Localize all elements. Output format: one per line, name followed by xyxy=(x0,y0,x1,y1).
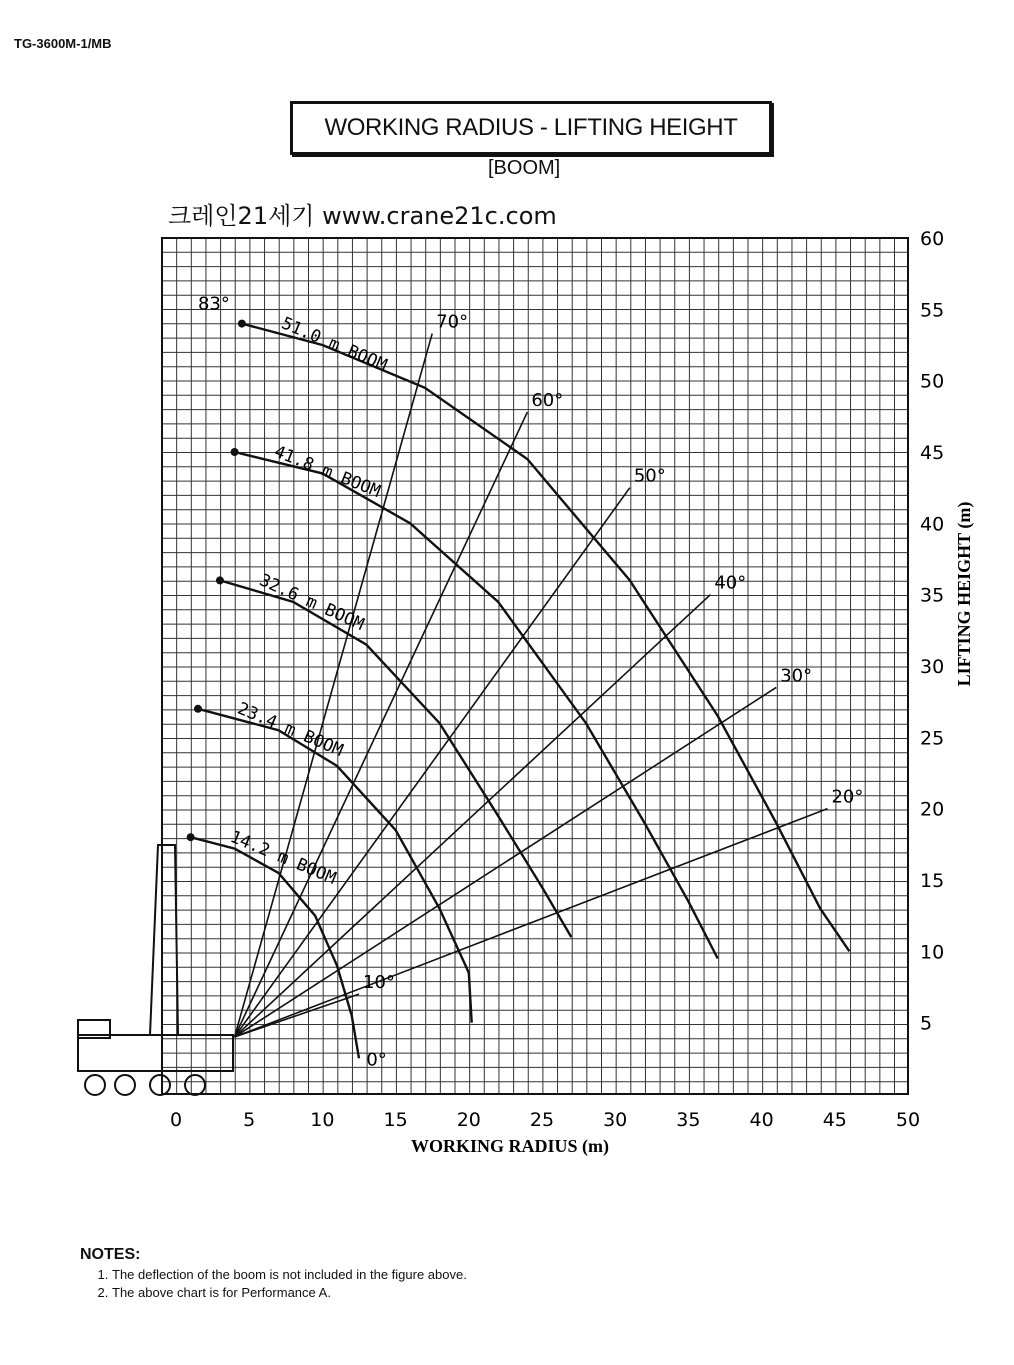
x-tick-label: 5 xyxy=(243,1109,256,1131)
y-tick-label: 45 xyxy=(920,442,945,464)
y-tick-label: 60 xyxy=(920,228,945,250)
x-tick-label: 50 xyxy=(895,1109,921,1131)
x-tick-label: 10 xyxy=(310,1109,335,1131)
y-tick-label: 35 xyxy=(920,584,945,607)
crane-wheel xyxy=(85,1075,105,1095)
x-tick-label: 15 xyxy=(383,1109,408,1131)
crane-boom xyxy=(150,845,178,1035)
watermark-text: 크레인21세기 www.crane21c.com xyxy=(168,202,557,230)
x-tick-label: 20 xyxy=(456,1109,481,1131)
crane-wheel xyxy=(185,1075,205,1095)
angle-label: 70° xyxy=(436,311,469,333)
y-axis-label: LIFTING HEIGHT (m) xyxy=(954,501,974,687)
crane-wheel xyxy=(150,1075,170,1095)
chart-title: WORKING RADIUS - LIFTING HEIGHT xyxy=(290,101,772,155)
notes-section xyxy=(80,1246,467,1302)
angle-label: 50° xyxy=(633,465,666,487)
x-tick-label: 30 xyxy=(603,1109,628,1131)
y-tick-label: 50 xyxy=(920,370,945,393)
y-tick-label: 5 xyxy=(920,1012,933,1035)
y-tick-label: 20 xyxy=(920,798,945,821)
x-tick-label: 45 xyxy=(822,1109,847,1131)
note-item: 1. The deflection of the boom is not included in the figure above. xyxy=(112,1266,467,1284)
boom-curve xyxy=(242,324,850,952)
y-tick-label: 15 xyxy=(920,870,945,892)
note-item: 2. The above chart is for Performance A. xyxy=(112,1284,467,1302)
boom-curves xyxy=(187,313,850,1058)
angle-line xyxy=(235,994,359,1037)
boom-label: 14.2 m BOOM xyxy=(227,827,339,889)
boom-tip-marker xyxy=(238,320,246,328)
chart-subtitle: [BOOM] xyxy=(488,157,561,179)
y-tick-label: 25 xyxy=(920,727,945,750)
boom-tip-marker xyxy=(216,576,224,584)
boom-label: 32.6 m BOOM xyxy=(256,570,368,635)
y-tick-label: 10 xyxy=(920,941,945,964)
angle-label: 0° xyxy=(366,1049,387,1071)
notes-heading: NOTES: xyxy=(80,1246,141,1263)
boom-curve xyxy=(220,580,571,937)
y-tick-label: 40 xyxy=(920,513,945,536)
x-axis-label: WORKING RADIUS (m) xyxy=(411,1136,609,1156)
angle-label: 10° xyxy=(363,972,395,994)
angle-label: 30° xyxy=(780,665,813,687)
boom-label: 41.8 m BOOM xyxy=(271,441,384,502)
angle-label: 83° xyxy=(197,293,230,315)
boom-label: 51.0 m BOOM xyxy=(278,313,390,376)
boom-tip-marker xyxy=(194,705,202,713)
y-tick-label: 55 xyxy=(920,299,945,322)
x-tick-label: 35 xyxy=(676,1109,701,1131)
boom-tip-marker xyxy=(231,448,239,456)
crane-wheel xyxy=(115,1075,135,1095)
angle-label: 40° xyxy=(714,572,747,594)
angle-label: 20° xyxy=(831,786,864,808)
x-tick-label: 40 xyxy=(749,1109,774,1131)
x-tick-label: 25 xyxy=(529,1109,555,1131)
x-tick-label: 0 xyxy=(169,1109,183,1131)
boom-tip-marker xyxy=(187,833,195,841)
model-number: TG-3600M-1/MB xyxy=(14,36,112,51)
angle-label: 60° xyxy=(531,390,564,412)
y-tick-label: 30 xyxy=(920,656,945,678)
boom-label: 23.4 m BOOM xyxy=(234,698,346,761)
crane-drawing xyxy=(78,845,233,1095)
